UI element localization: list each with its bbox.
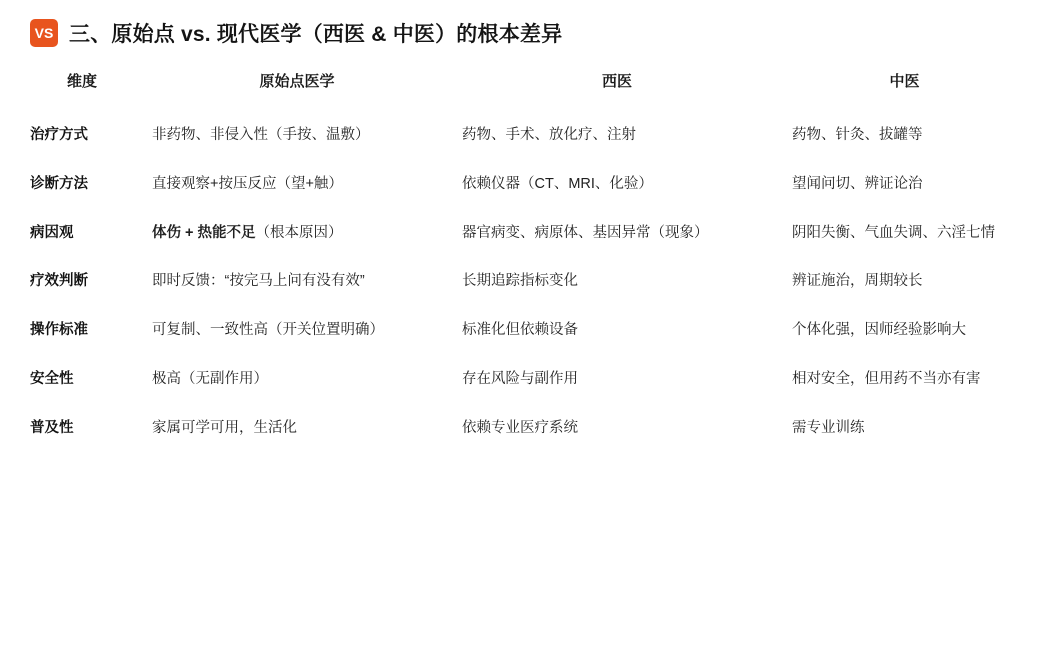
cell-ysd: 家属可学可用，生活化 xyxy=(152,419,297,436)
cell-ysd: 可复制、一致性高（开关位置明确） xyxy=(152,322,384,339)
cell-ysd-rest: （根本原因） xyxy=(255,224,343,241)
table-row xyxy=(22,209,1027,258)
table-header-row xyxy=(22,70,1027,111)
cell-tcm: 需专业训练 xyxy=(792,419,865,436)
cell-tcm: 相对安全，但用药不当亦有害 xyxy=(792,371,981,388)
cell-west: 标准化但依赖设备 xyxy=(462,322,578,339)
table-row xyxy=(22,160,1027,209)
cell-west: 器官病变、病原体、基因异常（现象） xyxy=(462,224,709,241)
cell-west: 依赖专业医疗系统 xyxy=(462,419,578,436)
cell-tcm: 个体化强，因师经验影响大 xyxy=(792,322,966,339)
row-dimension: 疗效判断 xyxy=(30,273,88,290)
column-header-dimension: 维度 xyxy=(66,73,97,90)
row-dimension: 治疗方式 xyxy=(30,127,88,143)
cell-west: 药物、手术、放化疗、注射 xyxy=(462,127,636,143)
cell-ysd: 极高（无副作用） xyxy=(152,371,268,388)
cell-tcm: 阴阳失衡、气血失调、六淫七情 xyxy=(792,224,995,241)
cell-ysd-emphasis: 体伤 + 热能不足 xyxy=(152,224,256,241)
cell-west: 依赖仪器（CT、MRI、化验） xyxy=(462,175,653,192)
cell-ysd: 直接观察+按压反应（望+触） xyxy=(152,175,343,192)
column-header-west: 西医 xyxy=(601,73,632,90)
row-dimension: 普及性 xyxy=(30,419,74,436)
table-row xyxy=(22,257,1027,306)
cell-tcm: 望闻问切、辨证论治 xyxy=(792,175,923,192)
column-header-tcm: 中医 xyxy=(889,73,920,90)
comparison-table xyxy=(22,70,1027,453)
row-dimension: 病因观 xyxy=(30,224,74,241)
cell-west: 长期追踪指标变化 xyxy=(462,273,578,290)
column-header-ysd: 原始点医学 xyxy=(259,73,335,90)
cell-ysd: 即时反馈：“按完马上问有没有效” xyxy=(152,273,365,290)
table-row xyxy=(22,355,1027,404)
cell-west: 存在风险与副作用 xyxy=(462,371,578,388)
table-header xyxy=(22,70,1027,111)
page-title: 三、原始点 vs. 现代医学（西医 & 中医）的根本差异 xyxy=(69,23,563,46)
cell-tcm: 辨证施治，周期较长 xyxy=(792,273,923,290)
table-row xyxy=(22,404,1027,453)
row-dimension: 操作标准 xyxy=(30,322,88,339)
vs-badge-icon: VS xyxy=(30,19,58,47)
row-dimension: 诊断方法 xyxy=(30,175,88,192)
table-row xyxy=(22,306,1027,355)
cell-ysd: 非药物、非侵入性（手按、温敷） xyxy=(152,127,370,143)
cell-tcm: 药物、针灸、拔罐等 xyxy=(792,127,923,143)
section-header xyxy=(30,18,1023,48)
row-dimension: 安全性 xyxy=(30,371,74,388)
cell-ysd xyxy=(142,209,452,258)
table-row xyxy=(22,111,1027,160)
table-body xyxy=(22,111,1027,453)
